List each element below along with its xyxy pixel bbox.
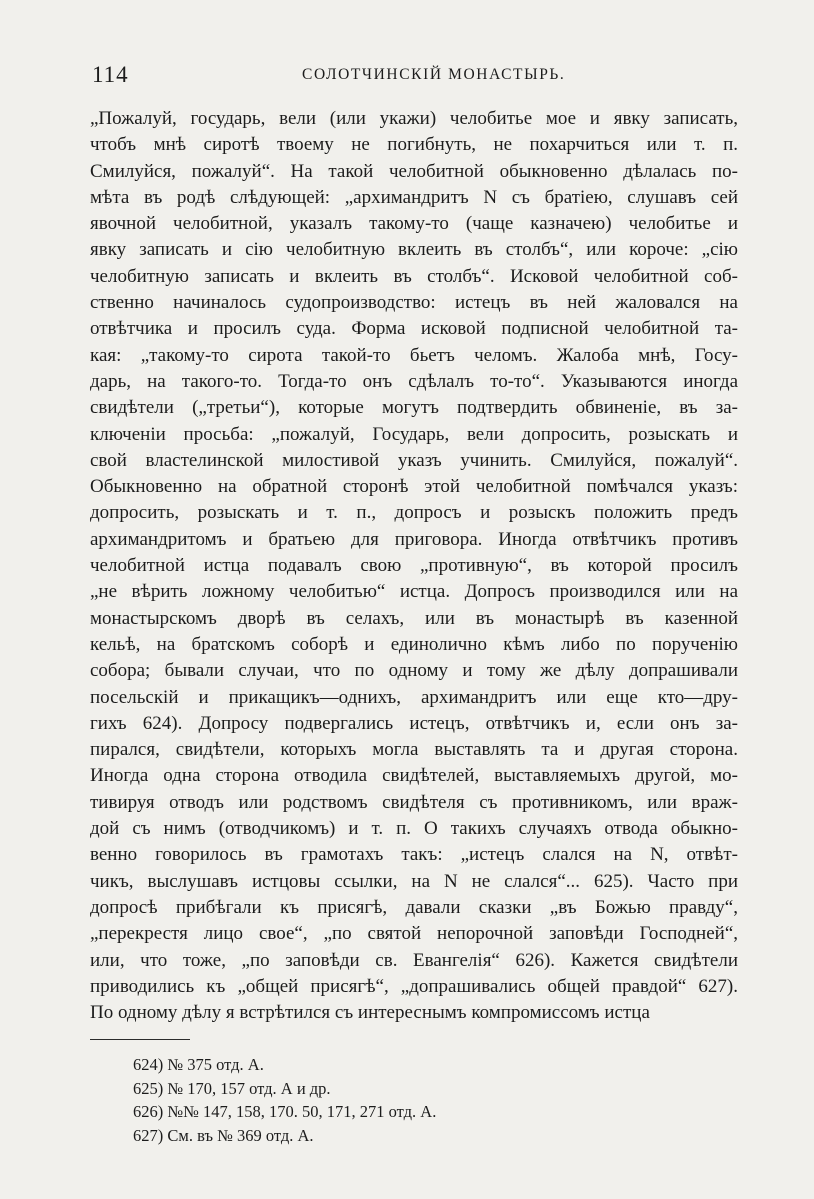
text-line: гихъ 624). Допросу подвергались истецъ, отвѣтчикъ и, если онъ за-: [90, 712, 738, 734]
text-line: свой властелинской милостивой указъ учинить. Смилуйся, пожалуй“.: [90, 449, 738, 471]
page-header: [0, 62, 814, 92]
footnote: 624) № 375 отд. А.: [133, 1055, 264, 1074]
text-line: „не вѣрить ложному челобитью“ истца. Допросъ производился или на: [90, 581, 738, 603]
text-line: явку записать и сію челобитную вклеить въ столбъ“, или короче: „сію: [90, 239, 738, 261]
text-line: или, что тоже, „по заповѣди св. Евангелія“ 626). Кажется свидѣтели: [90, 949, 738, 971]
text-line: челобитной истца подавалъ свою „противную“, въ которой просилъ: [90, 555, 738, 577]
footnote-divider: [90, 1039, 190, 1040]
text-line: „перекрестя лицо свое“, „по святой непорочной заповѣди Господней“,: [90, 923, 738, 945]
text-line: дарь, на такого-то. Тогда-то онъ сдѣлалъ то-то“. Указываются иногда: [90, 370, 738, 392]
text-line: допросить, розыскать и т. п., допросъ и розыскъ положить предъ: [90, 502, 738, 524]
text-line: свидѣтели („третьи“), которые могутъ подтвердить обвиненіе, въ за-: [90, 397, 738, 419]
text-line: чтобъ мнѣ сиротѣ твоему не погибнуть, не похарчиться или т. п.: [90, 134, 738, 156]
text-line: собора; бывали случаи, что по одному и тому же дѣлу допрашивали: [90, 660, 738, 682]
text-line: отвѣтчика и просилъ суда. Форма исковой подписной челобитной та-: [90, 318, 738, 340]
text-line: ственно начиналось судопроизводство: истецъ въ ней жаловался на: [90, 292, 738, 314]
text-line: чикъ, выслушавъ истцовы ссылки, на N не слался“... 625). Часто при: [90, 870, 738, 892]
text-line: „Пожалуй, государь, вели (или укажи) челобитье мое и явку записать,: [90, 108, 738, 129]
text-line: допросѣ прибѣгали къ присягѣ, давали сказки „въ Божью правду“,: [90, 896, 738, 918]
text-line: дой съ нимъ (отводчикомъ) и т. п. О такихъ случаяхъ отвода обыкно-: [90, 818, 738, 840]
text-line: мѣта въ родѣ слѣдующей: „архимандритъ N съ братіею, слушавъ сей: [90, 186, 738, 208]
text-line: кельѣ, на братскомъ соборѣ и единолично кѣмъ либо по порученію: [90, 633, 738, 655]
text-line: ключеніи просьба: „пожалуй, Государь, вели допросить, розыскать и: [90, 423, 738, 445]
page-number: 114: [92, 62, 129, 87]
text-line: явочной челобитной, указалъ такому-то (чаще казначею) челобитье и: [90, 213, 738, 235]
text-line: Обыкновенно на обратной сторонѣ этой челобитной помѣчался указъ:: [90, 476, 738, 498]
text-line: приводились къ „общей присягѣ“, „допрашивались общей правдой“ 627).: [90, 975, 738, 997]
running-title: СОЛОТЧИНСКІЙ МОНАСТЫРЬ.: [302, 66, 566, 83]
text-line: Смилуйся, пожалуй“. На такой челобитной обыкновенно дѣлалась по-: [90, 160, 738, 182]
footnote: 627) См. въ № 369 отд. А.: [133, 1125, 314, 1145]
body-text: [90, 106, 738, 1026]
footnotes: [133, 1053, 593, 1147]
footnote: 626) №№ 147, 158, 170. 50, 171, 271 отд. А.: [133, 1102, 437, 1121]
text-line: челобитную записать и вклеить въ столбъ“. Исковой челобитной соб-: [90, 265, 738, 287]
text-line: пирался, свидѣтели, которыхъ могла выставлять та и другая сторона.: [90, 739, 738, 761]
text-line: Иногда одна сторона отводила свидѣтелей, выставляемыхъ другой, мо-: [90, 765, 738, 787]
text-line: монастырскомъ дворѣ въ селахъ, или въ монастырѣ въ казенной: [90, 607, 738, 629]
text-line: По одному дѣлу я встрѣтился съ интереснымъ компромиссомъ истца: [90, 1002, 650, 1024]
text-line: архимандритомъ и братьею для приговора. Иногда отвѣтчикъ противъ: [90, 528, 738, 550]
text-line: кая: „такому-то сирота такой-то бьетъ челомъ. Жалоба мнѣ, Госу-: [90, 344, 738, 366]
text-line: венно говорилось въ грамотахъ такъ: „истецъ слался на N, отвѣт-: [90, 844, 738, 866]
footnote: 625) № 170, 157 отд. А и др.: [133, 1078, 331, 1098]
text-line: тивируя отводъ или родствомъ свидѣтеля съ противникомъ, или враж-: [90, 791, 738, 813]
text-line: посельскій и прикащикъ—однихъ, архимандритъ или еще кто—дру-: [90, 686, 738, 708]
